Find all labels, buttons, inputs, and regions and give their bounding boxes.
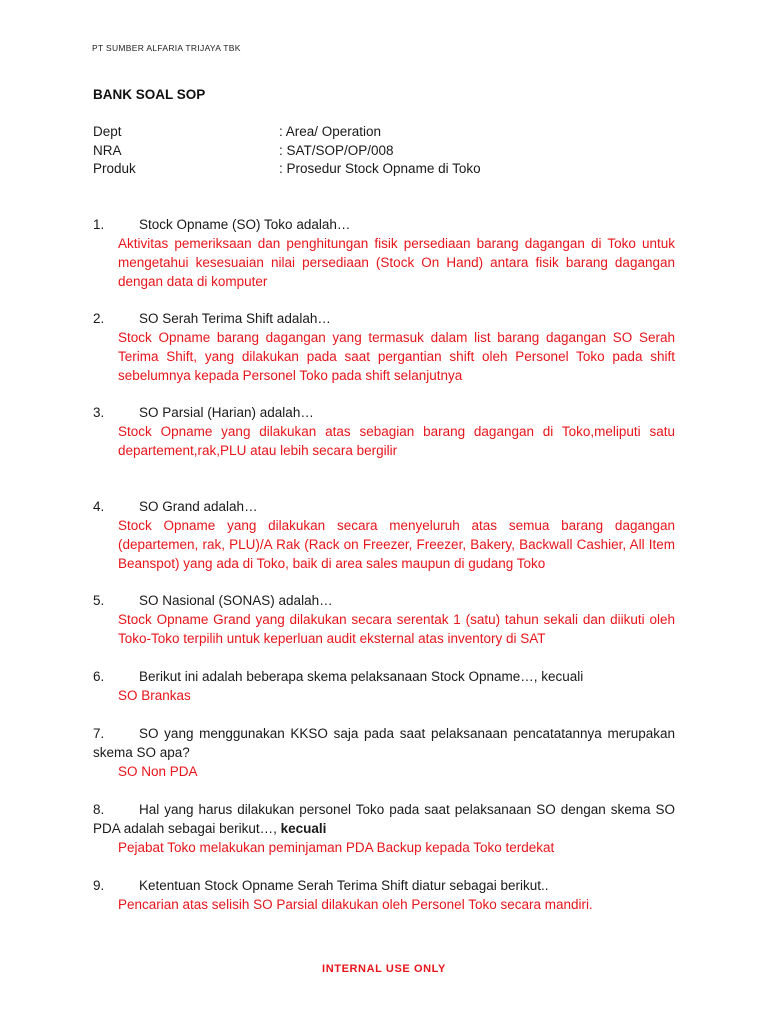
question-item bbox=[93, 800, 675, 857]
question-text: SO Serah Terima Shift adalah… bbox=[139, 311, 331, 326]
question-text bbox=[93, 800, 675, 838]
answer-text: Stock Opname Grand yang dilakukan secara serentak 1 (satu) tahun sekali dan diikuti oleh Toko-Toko terpilih untuk keperluan audit eksternal atas inventory di SAT bbox=[118, 612, 675, 646]
question-item bbox=[93, 309, 675, 385]
question-text: Ketentuan Stock Opname Serah Terima Shift diatur sebagai berikut.. bbox=[139, 878, 549, 893]
question-number: 1. bbox=[93, 217, 105, 232]
answer-text: Stock Opname barang dagangan yang termasuk dalam list barang dagangan SO Serah Terima Shift, yang dilakukan pada saat pergantian shift oleh Personel Toko pada shift sebelumnya kepada Personel Toko pada shift selanjutnya bbox=[118, 330, 675, 383]
question-number: 2. bbox=[93, 311, 105, 326]
company-name: PT SUMBER ALFARIA TRIJAYA TBK bbox=[92, 43, 241, 53]
answer-text: SO Non PDA bbox=[118, 764, 198, 779]
footer-classification: INTERNAL USE ONLY bbox=[322, 963, 446, 975]
question-number: 8. bbox=[93, 802, 105, 817]
answer-text: Aktivitas pemeriksaan dan penghitungan fisik persediaan barang dagangan di Toko untuk mengetahui kesesuaian nilai persediaan (Stock On Hand) antara fisik barang dagangan dengan data di komputer bbox=[118, 236, 675, 289]
question-item bbox=[93, 724, 675, 781]
question-item bbox=[93, 403, 675, 460]
question-text: SO yang menggunakan KKSO saja pada saat pelaksanaan pencatatannya merupakan skema SO apa? bbox=[93, 726, 675, 760]
question-item bbox=[93, 591, 675, 648]
meta-key: NRA bbox=[93, 142, 122, 158]
answer-text: Stock Opname yang dilakukan atas sebagian barang dagangan di Toko,meliputi satu departement,rak,PLU atau lebih secara bergilir bbox=[118, 424, 675, 458]
question-number: 9. bbox=[93, 878, 105, 893]
answer-text: Pencarian atas selisih SO Parsial dilakukan oleh Personel Toko secara mandiri. bbox=[118, 897, 593, 912]
document-title: BANK SOAL SOP bbox=[93, 87, 206, 102]
meta-value: : Prosedur Stock Opname di Toko bbox=[279, 161, 481, 176]
meta-value: : SAT/SOP/OP/008 bbox=[279, 142, 394, 158]
question-text: Berikut ini adalah beberapa skema pelaksanaan Stock Opname…, kecuali bbox=[139, 669, 584, 684]
answer-text: SO Brankas bbox=[118, 688, 191, 703]
question-item bbox=[93, 667, 675, 705]
question-text: SO Parsial (Harian) adalah… bbox=[139, 405, 314, 420]
question-item bbox=[93, 215, 675, 291]
answer-text: Pejabat Toko melakukan peminjaman PDA Backup kepada Toko terdekat bbox=[118, 840, 555, 855]
meta-value: : Area/ Operation bbox=[279, 124, 382, 139]
question-number: 5. bbox=[93, 593, 105, 608]
question-emphasis: kecuali bbox=[280, 821, 327, 836]
question-item bbox=[93, 497, 675, 573]
question-number: 7. bbox=[93, 726, 105, 741]
question-text: Stock Opname (SO) Toko adalah… bbox=[139, 217, 351, 232]
question-number: 6. bbox=[93, 669, 105, 684]
question-number: 4. bbox=[93, 499, 105, 514]
meta-key: Dept bbox=[93, 124, 122, 139]
question-text-main: Hal yang harus dilakukan personel Toko pada saat pelaksanaan SO dengan skema SO PDA adalah sebagai berikut…, bbox=[93, 802, 675, 836]
question-text: SO Nasional (SONAS) adalah… bbox=[139, 593, 333, 608]
question-item bbox=[93, 876, 675, 914]
answer-text: Stock Opname yang dilakukan secara menyeluruh atas semua barang dagangan (departemen, rak, PLU)/A Rak (Rack on Freezer, Freezer, Bakery, Backwall Cashier, All Item Beanspot) yang ada di Toko, baik di area sales maupun di gudang Toko bbox=[118, 518, 675, 571]
meta-key: Produk bbox=[93, 161, 136, 176]
question-text: SO Grand adalah… bbox=[139, 499, 258, 514]
question-number: 3. bbox=[93, 405, 105, 420]
